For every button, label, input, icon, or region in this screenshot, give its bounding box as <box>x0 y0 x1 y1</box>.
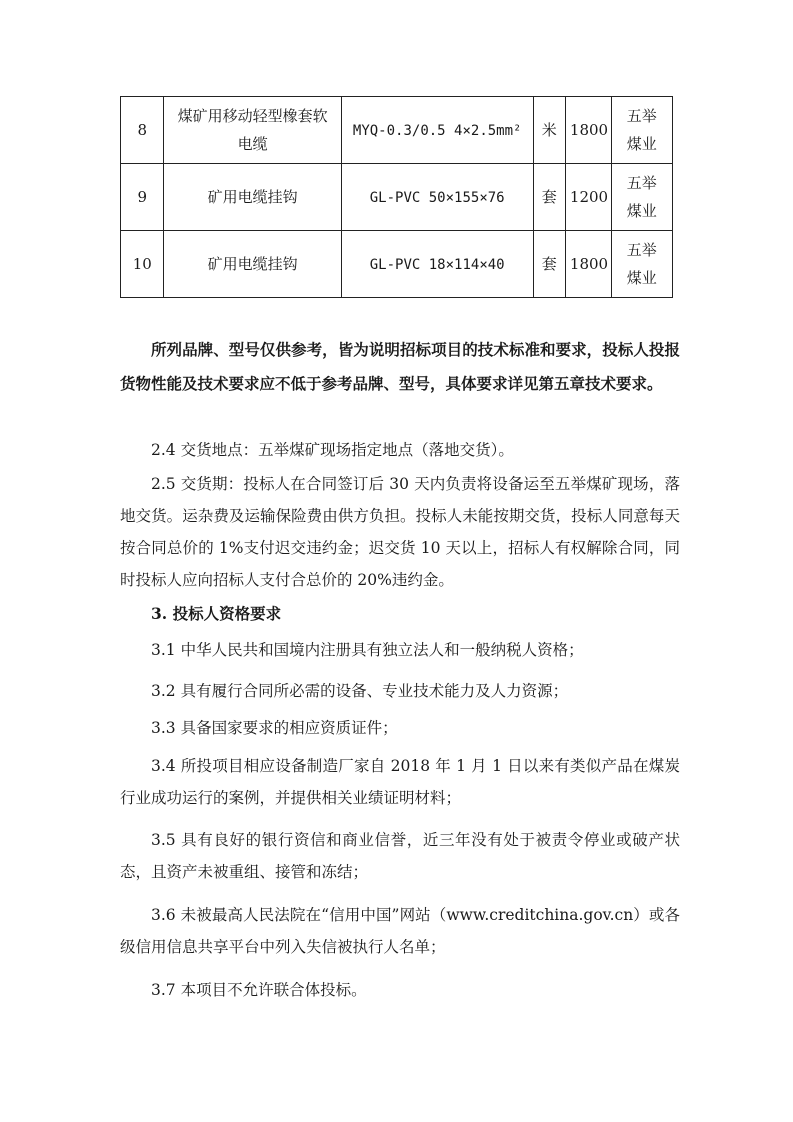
requirement-3-2: 3.2 具有履行合同所必需的设备、专业技术能力及人力资源； <box>151 682 569 700</box>
item-mine-line: 煤业 <box>626 135 657 153</box>
item-mine <box>611 231 672 298</box>
item-unit: 米 <box>533 97 565 164</box>
item-model <box>341 97 533 164</box>
item-model-text: GL-PVC 18×114×40 <box>369 256 505 273</box>
table-row <box>121 164 673 231</box>
table-row <box>121 97 673 164</box>
brand-reference-notice: 所列品牌、型号仅供参考，皆为说明招标项目的技术标准和要求，投标人投报货物性能及技术要求应不低于参考品牌、型号，具体要求详见第五章技术要求。 <box>120 340 680 393</box>
item-mine <box>611 164 672 231</box>
requirement-3-5: 3.5 具有良好的银行资信和商业信誉，近三年没有处于被责令停业或破产状态，且资产未被重组、接管和冻结； <box>120 831 680 881</box>
requirement-3-4: 3.4 所投项目相应设备制造厂家自 2018 年 1 月 1 日以来有类似产品在煤炭行业成功运行的案例，并提供相关业绩证明材料； <box>120 757 680 807</box>
delivery-period: 2.5 交货期：投标人在合同签订后 30 天内负责将设备运至五举煤矿现场，落地交货。运杂费及运输保险费由供方负担。投标人未能按期交货，投标人同意每天按合同总价的 1%支付迟交违约金；迟交货 10 天以上，招标人有权解除合同，同时投标人应向招标人支付合总价的 20%违约金。 <box>120 475 680 589</box>
requirement-3-6: 3.6 未被最高人民法院在“信用中国”网站（www.creditchina.gov.cn）或各级信用信息共享平台中列入失信被执行人名单； <box>120 906 680 956</box>
item-model-text: MYQ-0.3/0.5 4×2.5mm² <box>352 122 522 139</box>
row-number: 9 <box>121 164 164 231</box>
item-model <box>341 164 533 231</box>
item-name: 矿用电缆挂钩 <box>164 231 341 298</box>
item-mine-line: 五举 <box>626 174 657 192</box>
item-quantity: 1800 <box>565 97 611 164</box>
requirement-3-3: 3.3 具备国家要求的相应资质证件； <box>151 719 398 737</box>
item-model-text: GL-PVC 50×155×76 <box>369 189 505 206</box>
item-mine-line: 煤业 <box>626 202 657 220</box>
item-quantity: 1200 <box>565 164 611 231</box>
delivery-place: 2.4 交货地点：五举煤矿现场指定地点（落地交货）。 <box>151 441 514 459</box>
item-unit: 套 <box>533 231 565 298</box>
section-3-heading: 3. 投标人资格要求 <box>151 604 282 623</box>
item-quantity: 1800 <box>565 231 611 298</box>
item-name: 矿用电缆挂钩 <box>164 164 341 231</box>
item-mine-line: 五举 <box>626 241 657 259</box>
item-mine-line: 五举 <box>626 107 657 125</box>
item-mine <box>611 97 672 164</box>
item-name-line: 电缆 <box>237 135 268 153</box>
item-name-line: 煤矿用移动轻型橡套软 <box>177 107 328 125</box>
item-mine-line: 煤业 <box>626 269 657 287</box>
item-unit: 套 <box>533 164 565 231</box>
row-number: 8 <box>121 97 164 164</box>
equipment-table <box>120 96 673 298</box>
item-model <box>341 231 533 298</box>
item-name <box>164 97 341 164</box>
requirement-3-1: 3.1 中华人民共和国境内注册具有独立法人和一般纳税人资格； <box>151 641 584 659</box>
table-row <box>121 231 673 298</box>
row-number: 10 <box>121 231 164 298</box>
requirement-3-7: 3.7 本项目不允许联合体投标。 <box>151 981 367 999</box>
